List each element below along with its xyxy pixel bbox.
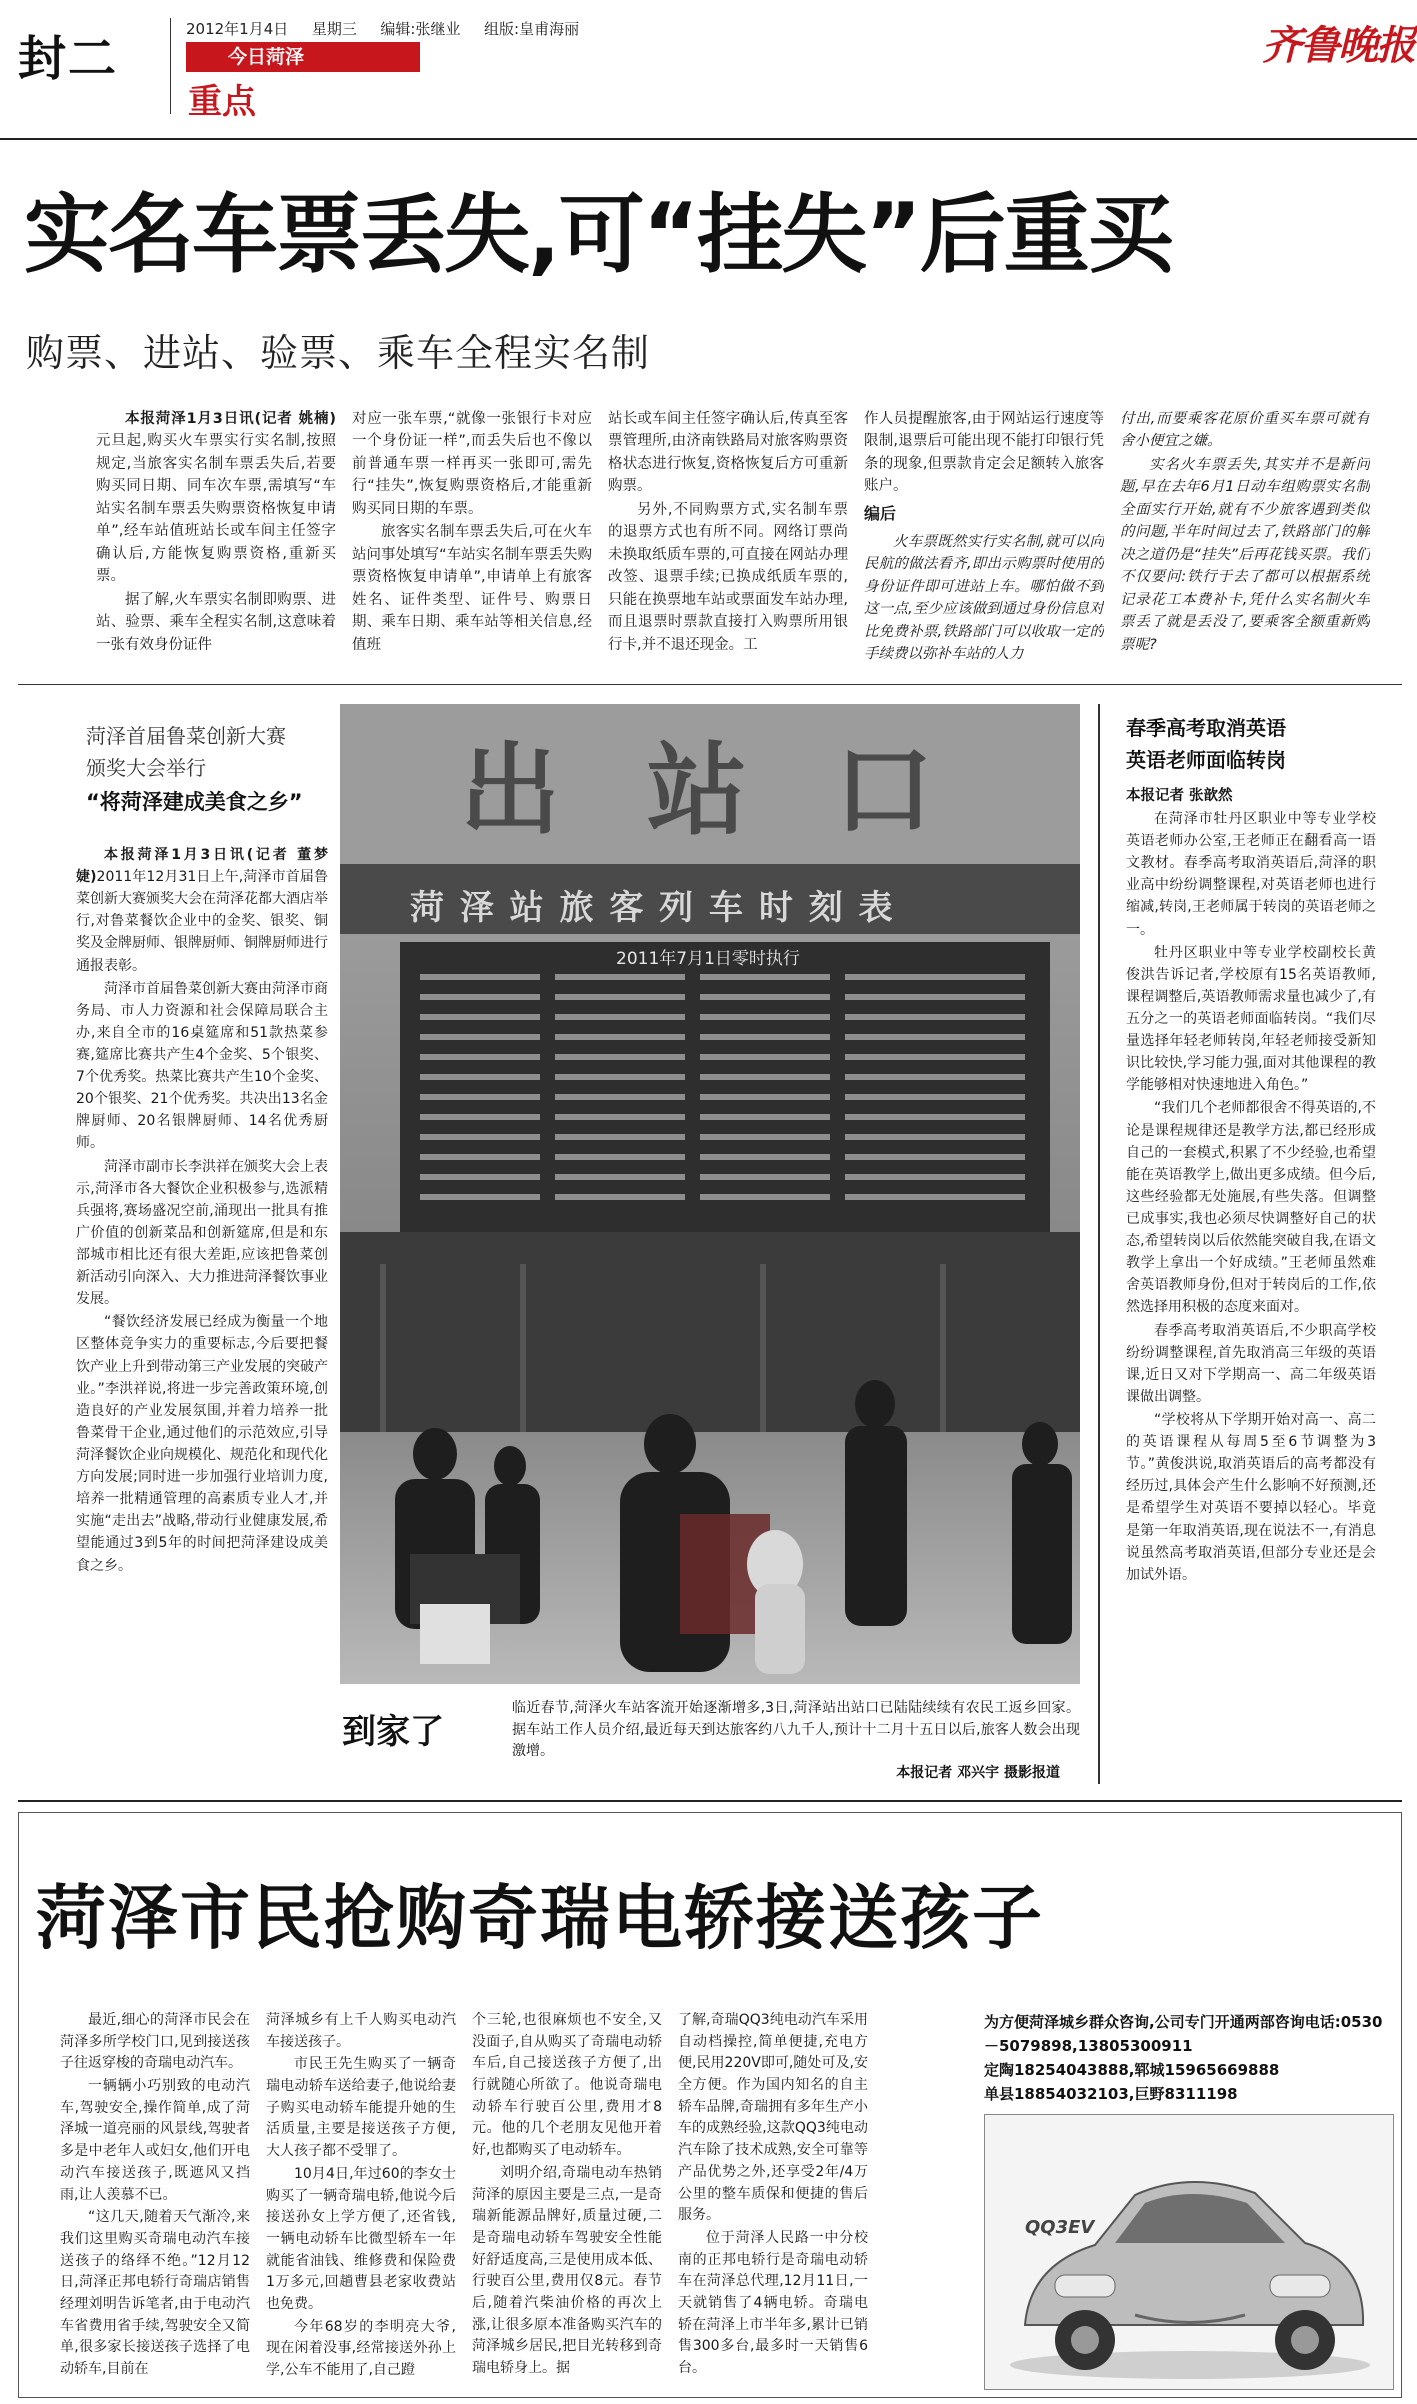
- editor-credit: 编辑:张继业: [380, 20, 461, 38]
- ad-col-3: [472, 2010, 662, 2390]
- car-illustration: [985, 2115, 1394, 2390]
- right-story-body: [1126, 808, 1376, 1788]
- left-para-3: 菏泽市副市长李洪祥在颁奖大会上表示,菏泽市各大餐饮企业积极参与,选派精兵强将,赛场盛况空前,涌现出一批具有推广价值的创新菜品和创新筵席,但是和东部城市相比还有很大差距,应该把鲁菜创新活动引向深入、大力推进菏泽餐饮事业发展。: [76, 1158, 328, 1308]
- right-para-5: “学校将从下学期开始对高一、高二的英语课程从每周5至6节调整为3节。”黄俊洪说,取消英语后的高考都没有经历过,具体会产生什么影响不好预测,还是希望学生对英语不要掉以轻心。毕竟是第一年取消英语,现在说法不一,有消息说虽然高考取消英语,但部分专业还是会加试外语。: [1126, 1411, 1376, 1583]
- main-story-bottom-rule: [18, 684, 1402, 685]
- ad-contact-line-3: 单县18854032103,巨野8311198: [984, 2085, 1238, 2103]
- photo-board-date: 2011年7月1日零时执行: [616, 949, 800, 969]
- left-kicker-2: 颁奖大会举行: [86, 756, 206, 780]
- ad-col1-para-1: 最近,细心的菏泽市民会在菏泽多所学校门口,见到接送孩子往返穿梭的奇瑞电动汽车。: [60, 2012, 250, 2072]
- main-col4-para-3: 火车票既然实行实名制,就可以向民航的做法看齐,即出示购票时使用的身份证件即可进站上车。哪怕做不到这一点,至少应该做到通过身份信息对比免费补票,铁路部门可以收取一定的手续费以弥补车站的人力: [864, 533, 1104, 663]
- right-title-1: 春季高考取消英语: [1126, 716, 1286, 740]
- ad-col2-para-2: 市民王先生购买了一辆奇瑞电动轿车送给妻子,他说给妻子购买电动轿车能提升她的生活质量,主要是接送孩子方便,大人孩子都不受罪了。: [266, 2056, 456, 2160]
- page-label: 封二: [18, 31, 119, 87]
- section-sub: 重点: [188, 82, 256, 122]
- header-divider: [170, 18, 171, 114]
- main-col5-para-1: 付出,而要乘客花原价重买车票可就有舍小便宜之嫌。: [1120, 411, 1370, 450]
- right-story-divider: [1098, 704, 1100, 1784]
- main-col1-para-2: 据了解,火车票实名制即购票、进站、验票、乘车全程实名制,这意味着一张有效身份证件: [96, 591, 336, 653]
- ad-col1-para-3: “这几天,随着天气渐冷,来我们这里购买奇瑞电动汽车接送孩子的络绎不绝。”12月12日,菏泽正邦电轿行奇瑞店销售经理刘明告诉笔者,由于电动汽车省费用省手续,驾驶安全又简单,很多家长接送孩子选择了电动轿车,目前在: [60, 2209, 250, 2377]
- page-header: [0, 0, 1417, 140]
- main-headline: 实名车票丢失,可“挂失”后重买: [24, 185, 1172, 285]
- ad-headline: 菏泽市民抢购奇瑞电轿接送孩子: [36, 1877, 1044, 1959]
- ad-col-2: [266, 2010, 456, 2390]
- layout-credit: 组版:皇甫海丽: [484, 20, 580, 38]
- main-col-5: [1120, 408, 1370, 670]
- main-col1-para-1: 本报菏泽1月3日讯(记者 姚楠)元旦起,购买火车票实行实名制,按照规定,当旅客实名制车票丢失后,若要购买同日期、同车次车票,需填写“车站实名制车票丢失购票资格恢复申请单”,经车站值班站长或车间主任签字确认后,方能恢复购票资格,重新买票。: [96, 411, 336, 585]
- section-tag: [186, 42, 420, 72]
- ad-col1-para-2: 一辆辆小巧别致的电动汽车,驾驶安全,操作简单,成了菏泽城一道亮丽的风景线,驾驶者多是中老年人或妇女,他们开电动汽车接送孩子,既遮风又挡雨,让人羡慕不已。: [60, 2078, 250, 2203]
- photo-board-title: 菏 泽 站 旅 客 列 车 时 刻 表: [410, 888, 895, 928]
- editorial-heading: 编后: [864, 503, 897, 523]
- right-para-1: 在菏泽市牡丹区职业中等专业学校英语老师办公室,王老师正在翻看高一语文教材。春季高考取消英语后,菏泽的职业高中纷纷调整课程,对英语老师也进行缩减,转岗,王老师属于转岗的英语老师之一。: [1126, 811, 1376, 938]
- photo-caption-text: 临近春节,菏泽火车站客流开始逐渐增多,3日,菏泽站出站口已陆陆续续有农民工返乡回家。据车站工作人员介绍,最近每天到达旅客约八九千人,预计十二月十五日以后,旅客人数会出现激增。: [512, 1700, 1080, 1760]
- section-tag-label: 今日菏泽: [228, 46, 305, 68]
- ad-col3-para-1: 个三轮,也很麻烦也不安全,又没面子,自从购买了奇瑞电动轿车后,自己接送孩子方便了,出行就随心所欲了。他说奇瑞电动轿车行驶百公里,费用才8元。他的几个老朋友见他开着好,也都购买了电动轿车。: [472, 2012, 662, 2159]
- ad-col4-para-2: 位于菏泽人民路一中分校南的正邦电轿行是奇瑞电动轿车在菏泽总代理,12月11日,一天就销售了4辆电轿。奇瑞电轿在菏泽上市半年多,累计已销售300多台,最多时一天销售6台。: [678, 2229, 868, 2376]
- left-story-body: [76, 844, 328, 1790]
- photo-sign-text: 出 站 口: [460, 731, 960, 849]
- masthead-logo: 齐鲁晚报: [1262, 22, 1414, 69]
- header-bottom-rule: [0, 138, 1417, 140]
- ad-col4-para-1: 了解,奇瑞QQ3纯电动汽车采用自动档操控,简单便捷,充电方便,民用220V即可,随处可及,安全方便。作为国内知名的自主轿车品牌,奇瑞拥有多年生产小车的成熟经验,这款QQ3纯电动汽车除了技术成熟,安全可靠等产品优势之外,还享受2年/4万公里的整车质保和便捷的售后服务。: [678, 2012, 868, 2224]
- header-meta: [186, 18, 579, 39]
- right-para-4: 春季高考取消英语后,不少职高学校纷纷调整课程,首先取消高三年级的英语课,近日又对下学期高一、高二年级英语课做出调整。: [1126, 1322, 1376, 1405]
- ad-col3-para-2: 刘明介绍,奇瑞电动车热销菏泽的原因主要是三点,一是奇瑞新能源品牌好,质量过硬,二是奇瑞电动轿车驾驶安全性能好舒适度高,三是使用成本低、行驶百公里,费用仅8元。春节后,随着汽柴油价格的再次上涨,让很多原本准备购买汽车的菏泽城乡居民,把目光转移到奇瑞电轿身上。据: [472, 2164, 662, 2376]
- ad-col2-para-4: 今年68岁的李明亮大爷,现在闲着没事,经常接送外孙上学,公车不能用了,自己蹬: [266, 2318, 456, 2378]
- ad-contact-line-2: 定陶18254043888,郓城15965669888: [984, 2061, 1280, 2079]
- right-byline: 本报记者 张歆然: [1126, 788, 1233, 804]
- ad-col2-para-3: 10月4日,年过60的李女士购买了一辆奇瑞电轿,他说今后接送孙女上学方便了,还省钱,一辆电动轿车比微型轿车一年就能省油钱、维修费和保险费1万多元,回趟曹县老家收费站也免费。: [266, 2165, 456, 2312]
- left-kicker-1: 菏泽首届鲁菜创新大赛: [86, 724, 286, 748]
- ad-car-image: [984, 2114, 1394, 2390]
- main-subhead: 购票、进站、验票、乘车全程实名制: [26, 331, 651, 375]
- ad-contact: [984, 2010, 1384, 2106]
- main-col3-para-1: 站长或车间主任签字确认后,传真至客票管理所,由济南铁路局对旅客购票资格状态进行恢复,资格恢复后方可重新购票。: [608, 411, 848, 495]
- ad-col2-para-1: 菏泽城乡有上千人购买电动汽车接送孩子。: [266, 2012, 456, 2050]
- issue-date: 2012年1月4日: [186, 20, 289, 38]
- main-dateline: 本报菏泽1月3日讯(记者 姚楠): [125, 411, 336, 427]
- left-title: “将菏泽建成美食之乡”: [86, 790, 303, 814]
- left-para-4: “餐饮经济发展已经成为衡量一个地区整体竞争实力的重要标志,今后要把餐饮产业上升到带动第三产业发展的突破产业。”李洪祥说,将进一步完善政策环境,创造良好的产业发展氛围,并着力培养一批鲁菜骨干企业,通过他们的示范效应,引导菏泽餐饮企业向规模化、规范化和现代化方向发展;同时进一步加强行业培训力度,培养一批精通管理的高素质专业人才,并实施“走出去”战略,带动行业健康发展,希望能通过3到5年的时间把菏泽建设成美食之乡。: [76, 1314, 328, 1574]
- main-col-2: [352, 408, 592, 670]
- main-col-1: [96, 408, 336, 670]
- main-col4-para-1: 作人员提醒旅客,由于网站运行速度等限制,退票后可能出现不能打印银行凭条的现象,但票款肯定会足额转入旅客账户。: [864, 411, 1104, 495]
- news-photo: [340, 704, 1080, 1684]
- main-col5-para-2: 实名火车票丢失,其实并不是新问题,早在去年6月1日动车组购票实名制全面实行开始,就有不少旅客遇到类似的问题,半年时间过去了,铁路部门的解决之道仍是“挂失”后再花钱买票。我们不仅要问:铁行于去了都可以根据系统记录花工本费补卡,凭什么实名制火车票丢了就是丢没了,要乘客全额重新购票呢?: [1120, 456, 1370, 653]
- photo-caption: [512, 1698, 1080, 1785]
- right-para-3: “我们几个老师都很舍不得英语的,不论是课程规律还是教学方法,都已经形成自己的一套模式,积累了不少经验,也希望能在英语教学上,做出更多成绩。但今后,这些经验都无处施展,有些失落。但调整已成事实,我也必须尽快调整好自己的状态,希望转岗以后依然能突破自我,在语文教学上拿出一个好成绩。”王老师虽然难舍英语教师身份,但对于转岗后的工作,依然选择用积极的态度来面对。: [1126, 1100, 1376, 1316]
- left-para-2: 菏泽市首届鲁菜创新大赛由菏泽市商务局、市人力资源和社会保障局联合主办,来自全市的16桌筵席和51款热菜参赛,筵席比赛共产生4个金奖、5个银奖、7个优秀奖。热菜比赛共产生10个金奖、20个银奖、21个优秀奖。共决出13名金牌厨师、20名银牌厨师、14名优秀厨师。: [76, 980, 328, 1152]
- car-badge: QQ3EV: [1025, 2217, 1095, 2238]
- main-col3-para-2: 另外,不同购票方式,实名制车票的退票方式也有所不同。网络订票尚未换取纸质车票的,可直接在网站办理改签、退票手续;已换成纸质车票的,只能在换票地车站或票面发车站办理,而且退票时票款直接打入购票所用银行卡,并不退还现金。工: [608, 501, 848, 653]
- right-para-2: 牡丹区职业中等专业学校副校长黄俊洪告诉记者,学校原有15名英语教师,课程调整后,英语教师需求量也减少了,有五分之一的英语老师面临转岗。“我们尽量选择年轻老师转岗,年轻老师接受新知识比较快,学习能力强,面对其他课程的教学能够相对快速地进入角色。”: [1126, 944, 1376, 1094]
- ad-contact-intro: 为方便菏泽城乡群众咨询,公司专门开通两部咨询电话:0530－5079898,13805300911: [984, 2013, 1383, 2055]
- main-col2-para-1: 对应一张车票,“就像一张银行卡对应一个身份证一样”,而丢失后也不像以前普通车票一样再买一张即可,需先行“挂失”,恢复购票资格后,才能重新购买同日期的车票。: [352, 411, 592, 517]
- ad-top-rule: [18, 1800, 1402, 1802]
- issue-weekday: 星期三: [311, 20, 357, 38]
- main-col2-para-2: 旅客实名制车票丢失后,可在火车站问事处填写“车站实名制车票丢失购票资格恢复申请单”,申请单上有旅客姓名、证件类型、证件号、购票日期、乘车日期、乘车站等相关信息,经值班: [352, 524, 592, 653]
- left-para-1: 本报菏泽1月3日讯(记者 董梦婕)2011年12月31日上午,菏泽市首届鲁菜创新大赛颁奖大会在菏泽花都大酒店举行,对鲁菜餐饮企业中的金奖、银奖、铜奖及金牌厨师、银牌厨师、铜牌厨师进行通报表彰。: [76, 847, 328, 974]
- right-title-2: 英语老师面临转岗: [1126, 748, 1286, 772]
- ad-col-4: [678, 2010, 868, 2390]
- photo-title: 到家了: [342, 1712, 444, 1752]
- main-col-3: [608, 408, 848, 670]
- photo-credit: 本报记者 邓兴宇 摄影报道: [896, 1765, 1060, 1782]
- ad-col-1: [60, 2010, 250, 2390]
- main-col-4: [864, 408, 1104, 670]
